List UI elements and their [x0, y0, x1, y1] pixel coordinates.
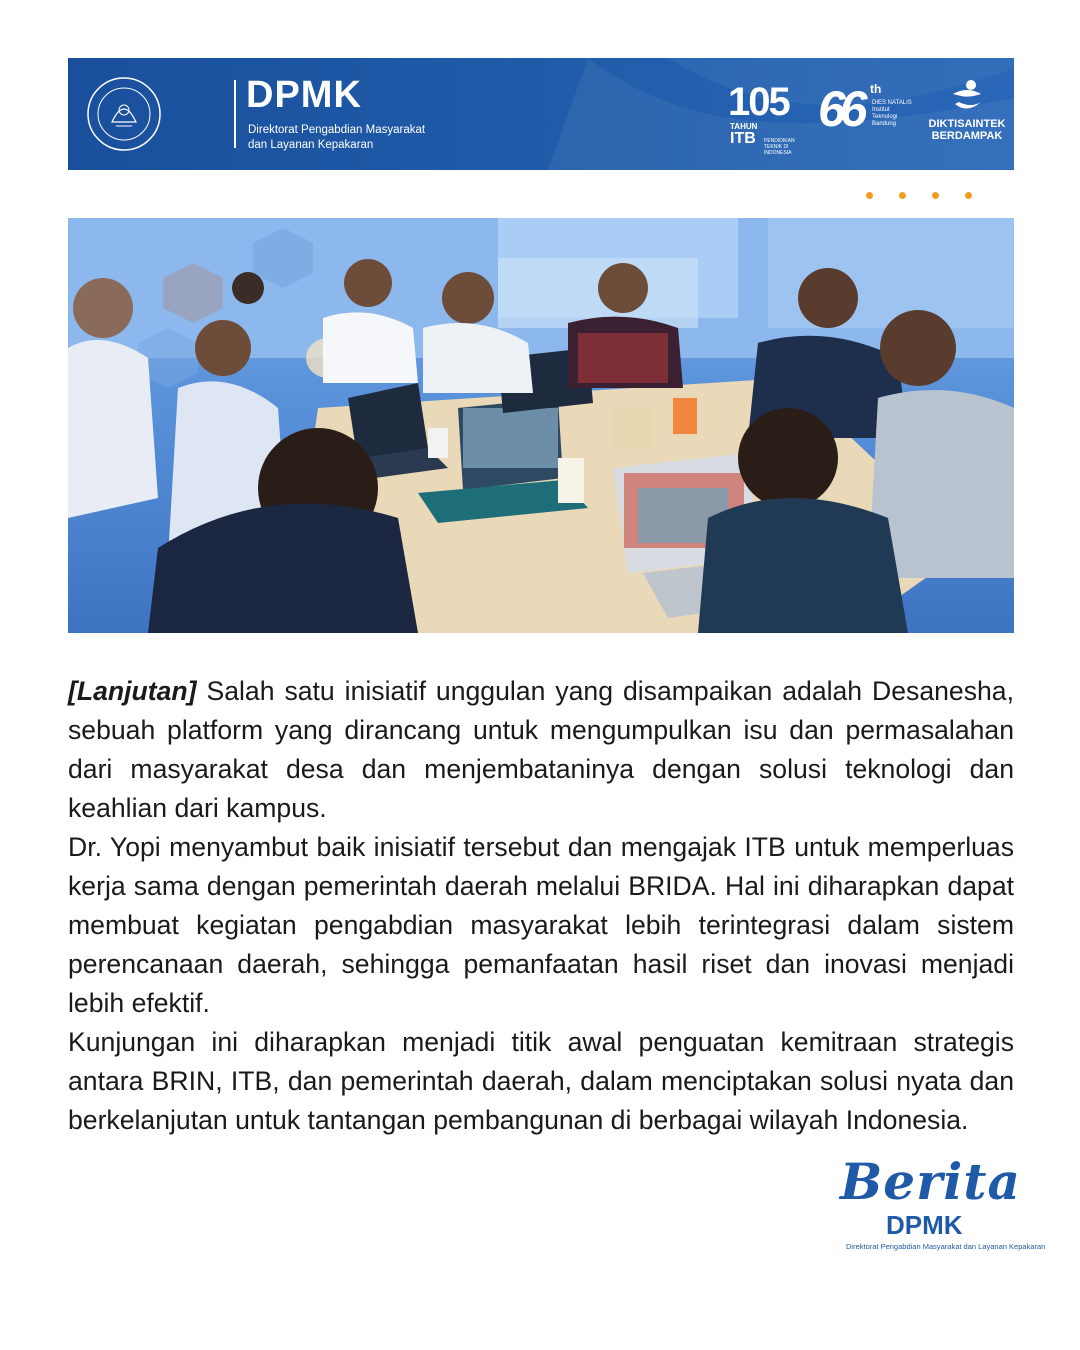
- article-lead-label: [Lanjutan]: [68, 676, 197, 706]
- article-paragraph-1: [68, 672, 1014, 828]
- logo-105-number: 105: [728, 80, 789, 124]
- brand-subtitle-line2: dan Layanan Kepakaran: [248, 139, 374, 151]
- logo-105-caption: PENDIDIKAN TEKNIK DI INDONESIA: [764, 138, 795, 156]
- berita-dpmk-logo: [836, 1152, 1046, 1262]
- orange-dot: [965, 192, 972, 199]
- orange-dot: [932, 192, 939, 199]
- logo-66-suffix: th: [870, 82, 882, 96]
- logo-105-tahun: TAHUN: [730, 122, 758, 131]
- orange-dot: [866, 192, 873, 199]
- brand-divider: [234, 80, 236, 148]
- logo-66-number: 66: [818, 81, 862, 137]
- article-paragraph-1-text: Salah satu inisiatif unggulan yang disampaikan adalah Desanesha, sebuah platform yang dirancang untuk mengumpulkan isu dan permasalahan dari masyarakat desa dan menjembataninya dengan solusi teknologi dan keahlian dari kampus.: [68, 676, 1014, 823]
- berita-caption: Direktorat Pengabdian Masyarakat dan Layanan Kepakaran: [846, 1242, 1046, 1251]
- orange-dot: [899, 192, 906, 199]
- diktisaintek-icon: [947, 78, 987, 114]
- article-paragraph-2: Dr. Yopi menyambut baik inisiatif tersebut dan mengajak ITB untuk memperluas kerja sama dengan pemerintah daerah melalui BRIDA. Hal ini diharapkan dapat membuat kegiatan pengabdian masyarakat lebih terintegrasi dalam sistem perencanaan daerah, sehingga pemanfaatan hasil riset dan inovasi menjadi lebih efektif.: [68, 832, 1014, 1018]
- dikti-line2: BERDAMPAK: [931, 130, 1003, 142]
- dikti-line1: DIKTISAINTEK: [928, 118, 1006, 130]
- logo-66-caption: DIES NATALIS Institut Teknologi Bandung: [872, 100, 912, 127]
- brand-name: DPMK: [246, 74, 362, 116]
- berita-script-text: Berita: [840, 1152, 1021, 1211]
- meeting-photo: [68, 218, 1014, 633]
- berita-dpmk-text: DPMK: [886, 1210, 963, 1240]
- logo-diktisaintek: [924, 78, 1010, 152]
- itb-seal-logo: [86, 76, 162, 152]
- logo-105-tahun-itb: [728, 80, 800, 156]
- header-banner: [68, 58, 1014, 170]
- logo-66th-dies-natalis: [818, 80, 912, 150]
- logo-105-itb: ITB: [730, 130, 756, 147]
- brand-subtitle-line1: Direktorat Pengabdian Masyarakat: [248, 124, 426, 136]
- meeting-scene-illustration: [68, 218, 1014, 633]
- article-body: [68, 672, 1014, 1140]
- article-paragraph-3: Kunjungan ini diharapkan menjadi titik awal penguatan kemitraan strategis antara BRIN, ITB, dan pemerintah daerah, dalam menciptakan solusi nyata dan berkelanjutan untuk tantangan pembangunan di berbagai wilayah Indonesia.: [68, 1027, 1014, 1135]
